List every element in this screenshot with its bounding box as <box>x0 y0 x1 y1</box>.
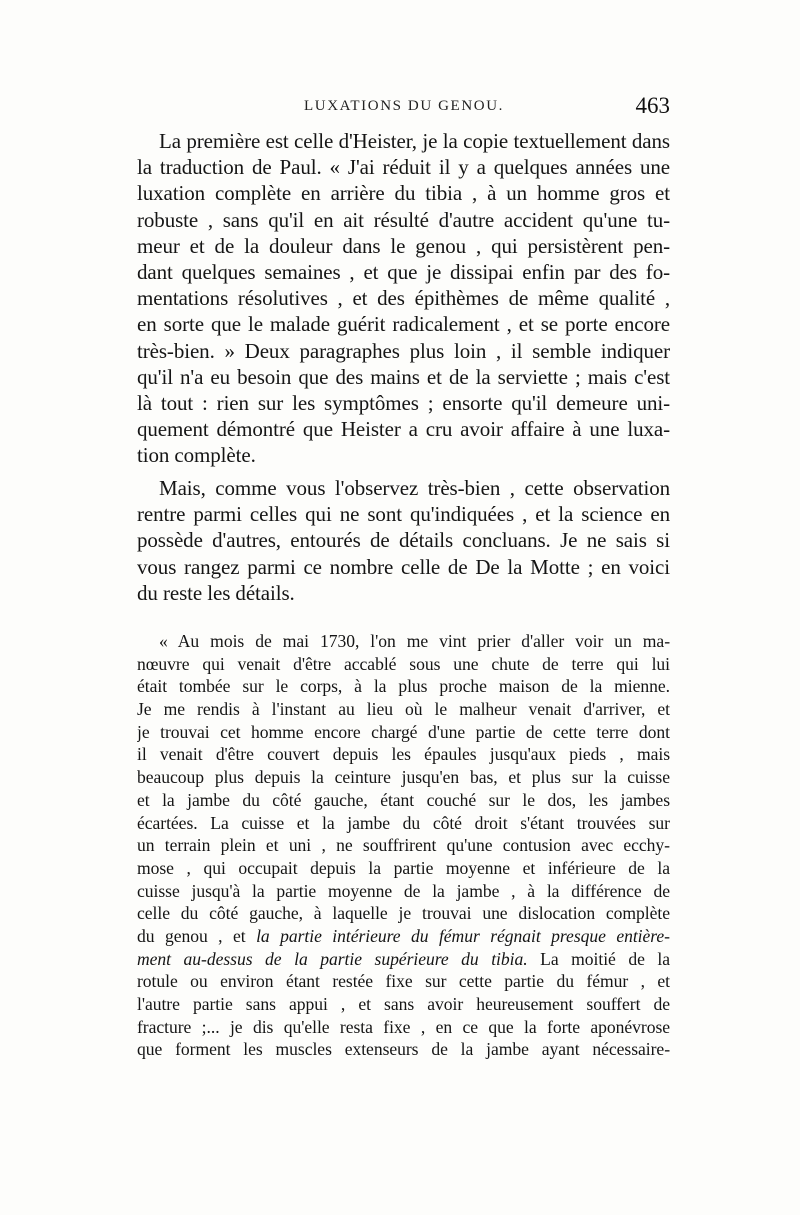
text-line: robuste , sans qu'il en ait résulté d'autre accident qu'une tu- <box>137 207 670 232</box>
text-line: qu'il n'a eu besoin que des mains et de la serviette ; mais c'est <box>137 364 670 389</box>
text-line: très-bien. » Deux paragraphes plus loin , il semble indiquer <box>137 338 670 363</box>
text-segment: du genou , et <box>137 925 257 946</box>
text-line: nœuvre qui venait d'être accablé sous une chute de terre qui lui <box>137 653 670 674</box>
text-line: mentations résolutives , et des épithèmes de même qualité , <box>137 286 670 311</box>
text-line: écartées. La cuisse et la jambe du côté droit s'étant trouvées sur <box>137 812 670 833</box>
running-title: LUXATIONS DU GENOU. <box>304 98 504 114</box>
text-line: possède d'autres, entourés de détails concluans. Je ne sais si <box>137 528 670 553</box>
paragraph-2 <box>137 475 670 606</box>
text-line-with-italic <box>137 925 670 948</box>
text-line: La première est celle d'Heister, je la copie textuellement dans <box>159 129 670 153</box>
text-line: l'autre partie sans appui , et sans avoir heureusement souffert de <box>137 994 670 1014</box>
quoted-observation <box>137 630 670 1061</box>
text-line: cuisse jusqu'à la partie moyenne de la jambe , à la différence de <box>137 880 670 901</box>
text-line: luxation complète en arrière du tibia , à un homme gros et <box>137 181 670 206</box>
text-line: en sorte que le malade guérit radicalement , et se porte encore <box>137 312 670 337</box>
text-line: tion complète. <box>137 443 256 468</box>
text-line: là tout : rien sur les symptômes ; ensorte qu'il demeure uni- <box>137 390 670 415</box>
text-line: « Au mois de mai 1730, l'on me vint prier d'aller voir un ma- <box>159 631 670 651</box>
text-line: la traduction de Paul. « J'ai réduit il y a quelques années une <box>137 155 670 180</box>
text-line: était tombée sur le corps, à la plus proche maison de la mienne. <box>137 676 670 697</box>
text-line: celle du côté gauche, à laquelle je trouvai une dislocation complète <box>137 903 670 924</box>
text-line: rentre parmi celles qui ne sont qu'indiquées , et la science en <box>137 502 670 527</box>
text-line: et la jambe du côté gauche, étant couché sur le dos, les jambes <box>137 789 670 810</box>
text-line: que forment les muscles extenseurs de la jambe ayant nécessaire- <box>137 1039 670 1060</box>
page-number: 463 <box>635 93 670 118</box>
text-line-with-italic <box>137 948 670 971</box>
text-line: Mais, comme vous l'observez très-bien , cette observation <box>159 476 670 500</box>
italic-text-segment: la partie intérieure du fémur régnait presque entière- <box>256 925 670 946</box>
text-line: vous rangez parmi ce nombre celle de De la Motte ; en voici <box>137 554 670 579</box>
text-line: je trouvai cet homme encore chargé d'une partie de cette terre dont <box>137 721 670 742</box>
text-line: meur et de la douleur dans le genou , qui persistèrent pen- <box>137 233 670 258</box>
running-head <box>138 93 670 122</box>
text-line: quement démontré que Heister a cru avoir affaire à une luxa- <box>137 417 670 442</box>
text-line: un terrain plein et uni , ne souffrirent qu'une contusion avec ecchy- <box>137 835 670 856</box>
text-line: beaucoup plus depuis la ceinture jusqu'en bas, et plus sur la cuisse <box>137 767 670 788</box>
paragraph-1 <box>137 128 670 468</box>
text-segment: La moitié de la <box>527 948 670 969</box>
text-line: rotule ou environ étant restée fixe sur cette partie du fémur , et <box>137 971 670 992</box>
text-line: mose , qui occupait depuis la partie moyenne et inférieure de la <box>137 857 670 878</box>
text-line: il venait d'être couvert depuis les épaules jusqu'aux pieds , mais <box>137 744 670 765</box>
text-line: fracture ;... je dis qu'elle resta fixe , en ce que la forte aponévrose <box>137 1016 670 1037</box>
text-line: Je me rendis à l'instant au lieu où le malheur venait d'arriver, et <box>137 699 670 720</box>
italic-text-segment: ment au-dessus de la partie supérieure du tibia. <box>137 948 528 969</box>
text-line: dant quelques semaines , et que je dissipai enfin par des fo- <box>137 259 670 284</box>
text-line: du reste les détails. <box>137 580 295 605</box>
